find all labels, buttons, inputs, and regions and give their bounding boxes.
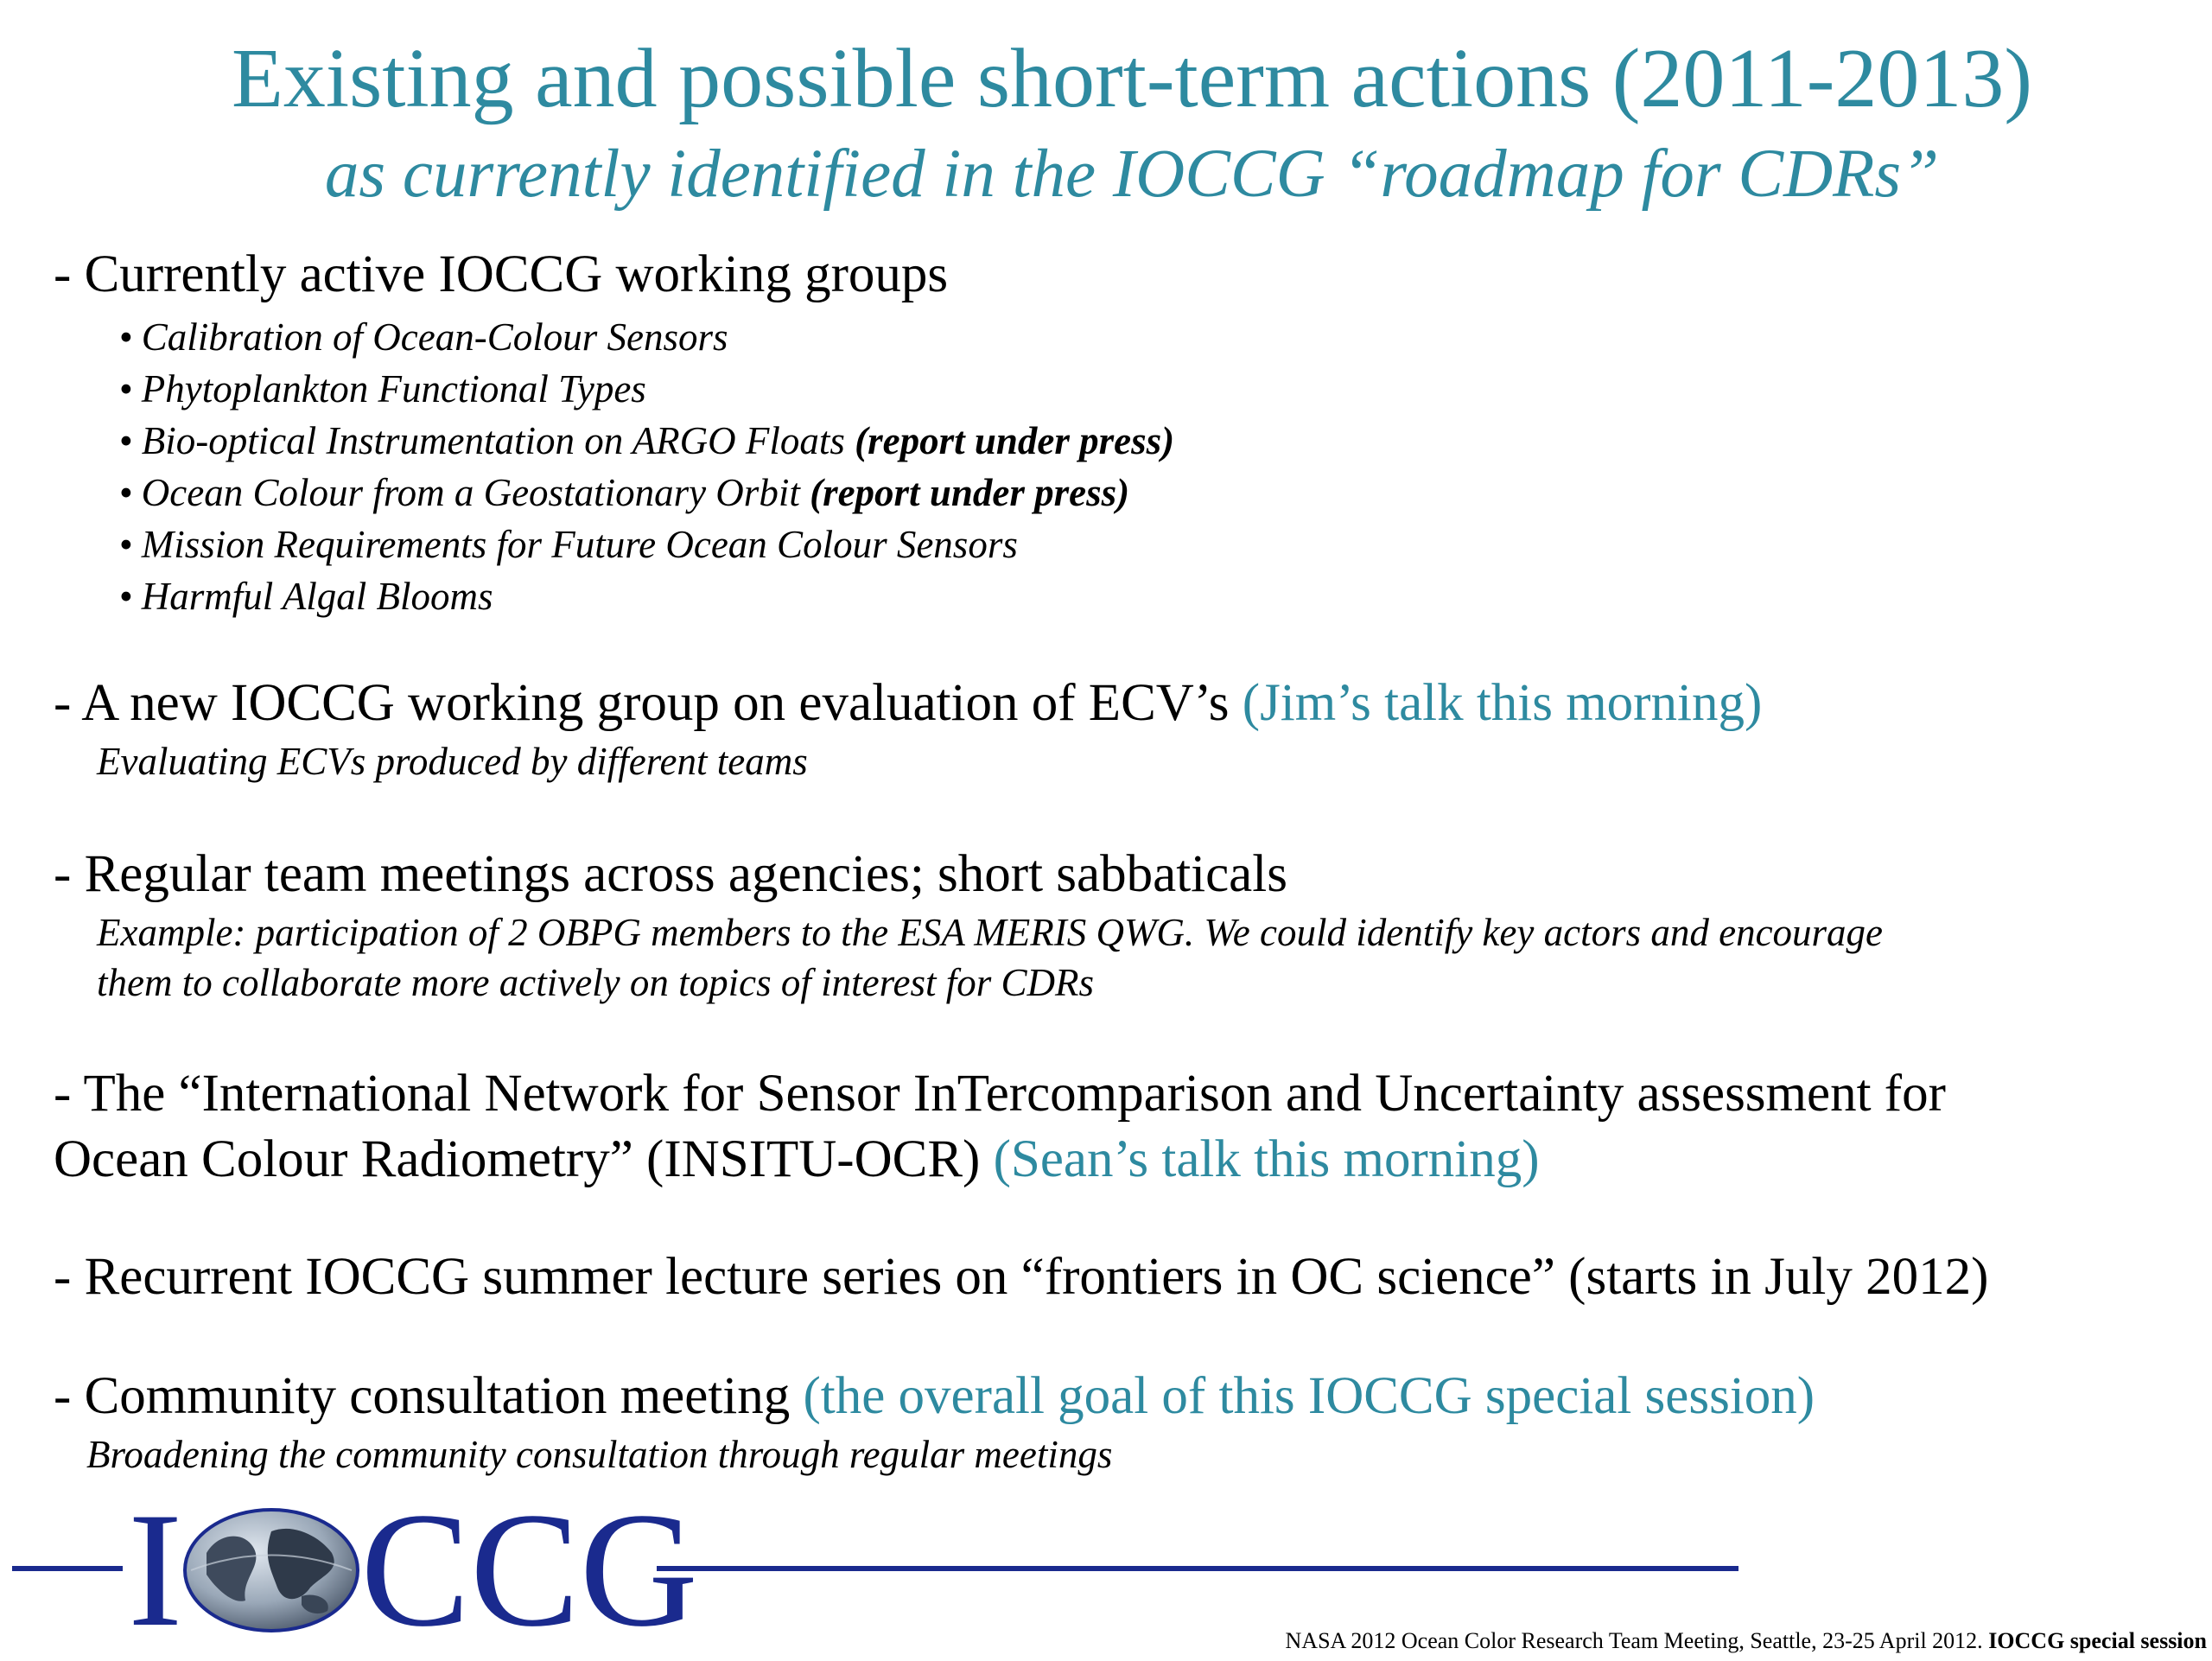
logo-rule-left xyxy=(12,1566,123,1571)
section-heading xyxy=(54,671,2177,736)
section-insitu-ocr xyxy=(54,1061,2177,1193)
list-item xyxy=(119,363,2177,415)
list-item xyxy=(119,311,2177,363)
list-item-text: Calibration of Ocean-Colour Sensors xyxy=(141,315,728,359)
list-item-text: Bio-optical Instrumentation on ARGO Floats xyxy=(141,419,845,462)
section-heading: - Currently active IOCCG working groups xyxy=(54,245,949,303)
bullet-icon: • xyxy=(119,315,133,359)
section-heading: - Recurrent IOCCG summer lecture series on “frontiers in OC science” (starts in July 2012) xyxy=(54,1248,1989,1306)
bullet-icon: • xyxy=(119,575,133,618)
bullet-icon: • xyxy=(119,523,133,566)
section-heading-text: - A new IOCCG working group on evaluation of ECV’s xyxy=(54,674,1230,732)
section-team-meetings xyxy=(54,842,2177,1008)
list-item xyxy=(119,415,2177,467)
section-heading-accent: (the overall goal of this IOCCG special session) xyxy=(803,1367,1815,1425)
section-subnote: Evaluating ECVs produced by different teams xyxy=(97,740,808,783)
section-heading xyxy=(54,1061,2177,1193)
list-item-text: Ocean Colour from a Geostationary Orbit xyxy=(141,471,800,514)
section-heading: - Regular team meetings across agencies; short sabbaticals xyxy=(54,845,1287,903)
list-item-text: Harmful Algal Blooms xyxy=(141,575,493,618)
list-item xyxy=(119,570,2177,622)
section-subnote: Broadening the community consultation through regular meetings xyxy=(86,1433,1113,1476)
section-ecv-working-group xyxy=(54,671,2177,786)
section-heading-line xyxy=(54,1127,2177,1193)
subnote-line: Example: participation of 2 OBPG members to the ESA MERIS QWG. We could identify key actors and encourage xyxy=(97,911,1884,954)
footer xyxy=(1286,1626,2207,1656)
section-heading-accent: (Jim’s talk this morning) xyxy=(1242,674,1763,732)
list-item-note: (report under press) xyxy=(855,419,1175,462)
slide-subtitle: as currently identified in the IOCCG “roadmap for CDRs” xyxy=(324,137,1940,212)
section-working-groups xyxy=(54,242,2177,622)
globe-icon xyxy=(181,1505,362,1635)
footer-bold: IOCCG special session xyxy=(1988,1628,2207,1653)
list-item-text: Phytoplankton Functional Types xyxy=(141,367,646,410)
section-heading-accent: (Sean’s talk this morning) xyxy=(993,1130,1540,1188)
list-item-note: (report under press) xyxy=(810,471,1130,514)
subnote-line: them to collaborate more actively on topics of interest for CDRs xyxy=(97,961,1094,1004)
footer-text: NASA 2012 Ocean Color Research Team Meeting, Seattle, 23-25 April 2012. xyxy=(1285,1628,1983,1653)
logo-rule-right xyxy=(657,1566,1738,1571)
list-item xyxy=(119,519,2177,570)
section-subnote xyxy=(54,907,2177,1008)
list-item-text: Mission Requirements for Future Ocean Colour Sensors xyxy=(141,523,1018,566)
bullet-icon: • xyxy=(119,367,133,410)
section-heading-line: - The “International Network for Sensor InTercomparison and Uncertainty assessment for xyxy=(54,1065,1946,1123)
section-community-consultation xyxy=(54,1364,2177,1480)
logo-letter-i: I xyxy=(128,1480,183,1661)
bullet-icon: • xyxy=(119,419,133,462)
slide-title: Existing and possible short-term actions (2011-2013) xyxy=(232,32,2032,125)
section-heading xyxy=(54,1364,2177,1429)
ioccg-logo xyxy=(128,1480,698,1661)
list-item xyxy=(119,467,2177,519)
section-lecture-series xyxy=(54,1244,2177,1310)
logo-letters-ccg: CCG xyxy=(360,1480,698,1661)
section-heading-text: - Community consultation meeting xyxy=(54,1367,791,1425)
section-heading-text: Ocean Colour Radiometry” (INSITU-OCR) xyxy=(54,1130,981,1188)
bullet-icon: • xyxy=(119,471,133,514)
working-group-list xyxy=(54,311,2177,622)
